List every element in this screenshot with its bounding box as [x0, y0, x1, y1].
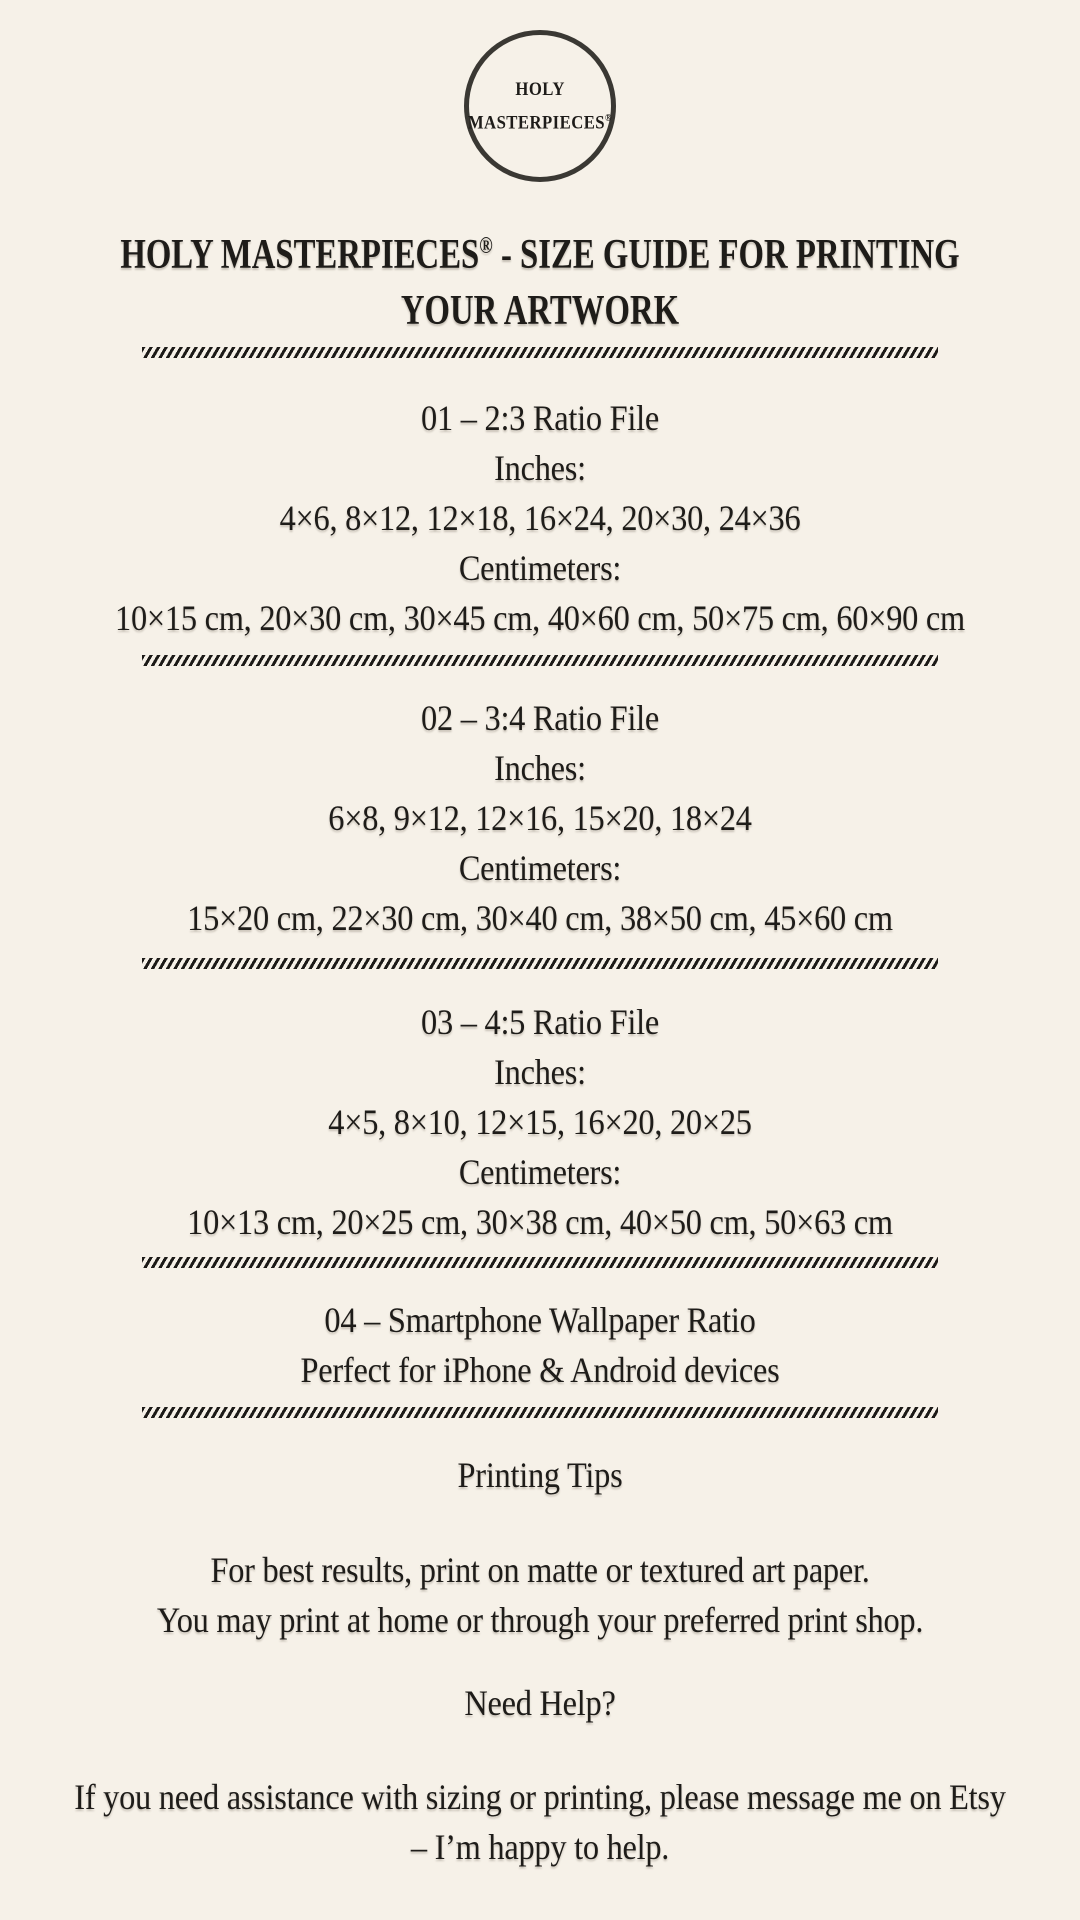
printing-tips-line2: You may print at home or through your preferred print shop. [156, 1600, 924, 1640]
centimeters-label: Centimeters: [458, 848, 622, 888]
section-ratio-4-5 [54, 997, 1026, 1247]
printing-tips-heading: Printing Tips [457, 1455, 623, 1495]
centimeters-sizes: 10×13 cm, 20×25 cm, 30×38 cm, 40×50 cm, 50×63 cm [187, 1202, 893, 1242]
centimeters-sizes: 10×15 cm, 20×30 cm, 30×45 cm, 40×60 cm, 50×75 cm, 60×90 cm [115, 598, 965, 638]
inches-sizes: 4×6, 8×12, 12×18, 16×24, 20×30, 24×36 [279, 498, 801, 538]
inches-label: Inches: [494, 1052, 586, 1092]
need-help-body [54, 1772, 1026, 1872]
section-title: 01 – 2:3 Ratio File [421, 398, 659, 438]
section-title: 04 – Smartphone Wallpaper Ratio [324, 1300, 756, 1340]
section-title: 02 – 3:4 Ratio File [421, 698, 659, 738]
brand-logo-name: MASTERPIECES [467, 112, 606, 134]
hatched-divider [142, 1407, 938, 1418]
inches-sizes: 4×5, 8×10, 12×15, 16×20, 20×25 [328, 1102, 752, 1142]
need-help-line1: If you need assistance with sizing or printing, please message me on Etsy [74, 1777, 1006, 1817]
brand-logo-line1: HOLY [515, 78, 565, 100]
section-ratio-3-4 [54, 693, 1026, 943]
brand-logo [464, 30, 616, 182]
page-title [119, 217, 961, 339]
section-title: 03 – 4:5 Ratio File [421, 1002, 659, 1042]
need-help-heading: Need Help? [464, 1683, 616, 1723]
page-title-line1: HOLY MASTERPIECES® - SIZE GUIDE FOR PRINTING [120, 232, 960, 278]
centimeters-sizes: 15×20 cm, 22×30 cm, 30×40 cm, 38×50 cm, 45×60 cm [187, 898, 893, 938]
hatched-divider [142, 958, 938, 969]
centimeters-label: Centimeters: [458, 548, 622, 588]
printing-tips-line1: For best results, print on matte or textured art paper. [210, 1550, 870, 1590]
page-title-line2: YOUR ARTWORK [400, 288, 680, 334]
hatched-divider [142, 347, 938, 358]
inches-sizes: 6×8, 9×12, 12×16, 15×20, 18×24 [328, 798, 752, 838]
registered-mark: ® [605, 112, 613, 124]
inches-label: Inches: [494, 748, 586, 788]
centimeters-label: Centimeters: [458, 1152, 622, 1192]
brand-logo-line2 [468, 104, 612, 137]
need-help-line2: – I’m happy to help. [410, 1827, 670, 1867]
hatched-divider [142, 655, 938, 666]
section-smartphone-wallpaper [54, 1295, 1026, 1395]
registered-mark: ® [479, 232, 493, 258]
hatched-divider [142, 1257, 938, 1268]
inches-label: Inches: [494, 448, 586, 488]
printing-tips-body [54, 1545, 1026, 1645]
section-subtitle: Perfect for iPhone & Android devices [300, 1350, 780, 1390]
section-ratio-2-3 [54, 393, 1026, 643]
